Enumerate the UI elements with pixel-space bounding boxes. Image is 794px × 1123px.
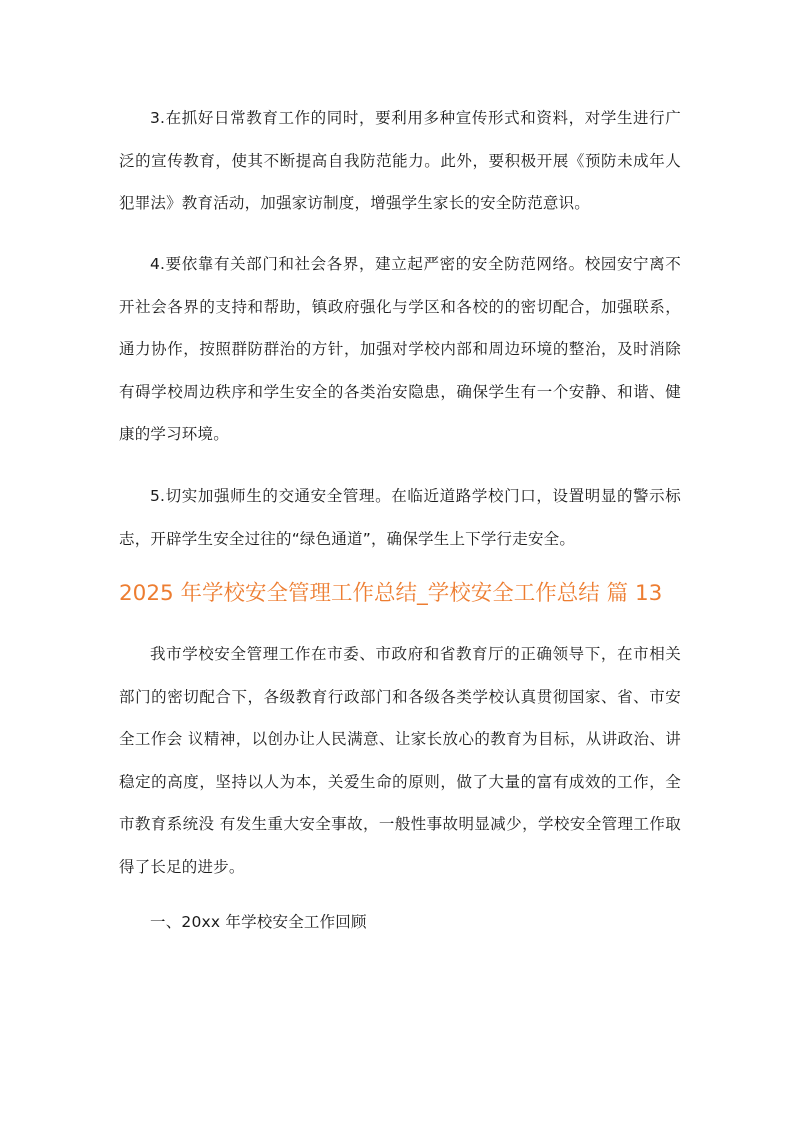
paragraph-item-5: 5.切实加强师生的交通安全管理。在临近道路学校门口，设置明显的警示标志，开辟学生安全过往的“绿色通道”，确保学生上下学行走安全。 [119,487,681,548]
intro-paragraph: 我市学校安全管理工作在市委、市政府和省教育厅的正确领导下，在市相关部门的密切配合下，各级教育行政部门和各级各类学校认真贯彻国家、省、市安全工作会 议精神，以创办让人民满意、让家长放心的教育为目标，从讲政治、讲稳定的高度，坚持以人为本，关爱生命的原则，做了大量的富有成效的工作，全市教育系统没 有发生重大安全事故，一般性事故明显减少，学校安全管理工作取得了长足的进步。 [119,645,681,876]
section-heading: 2025 年学校安全管理工作总结_学校安全工作总结 篇 13 [119,581,663,606]
paragraph-item-3: 3.在抓好日常教育工作的同时，要利用多种宣传形式和资料，对学生进行广泛的宣传教育，使其不断提高自我防范能力。此外，要积极开展《预防未成年人犯罪法》教育活动，加强家访制度，增强学生家长的安全防范意识。 [119,109,681,212]
subsection-title: 一、20xx 年学校安全工作回顾 [150,913,367,931]
paragraph-item-4: 4.要依靠有关部门和社会各界，建立起严密的安全防范网络。校园安宁离不开社会各界的支持和帮助，镇政府强化与学区和各校的的密切配合，加强联系，通力协作，按照群防群治的方针，加强对学校内部和周边环境的整治，及时消除有碍学校周边秩序和学生安全的各类治安隐患，确保学生有一个安静、和谐、健康的学习环境。 [119,255,681,443]
